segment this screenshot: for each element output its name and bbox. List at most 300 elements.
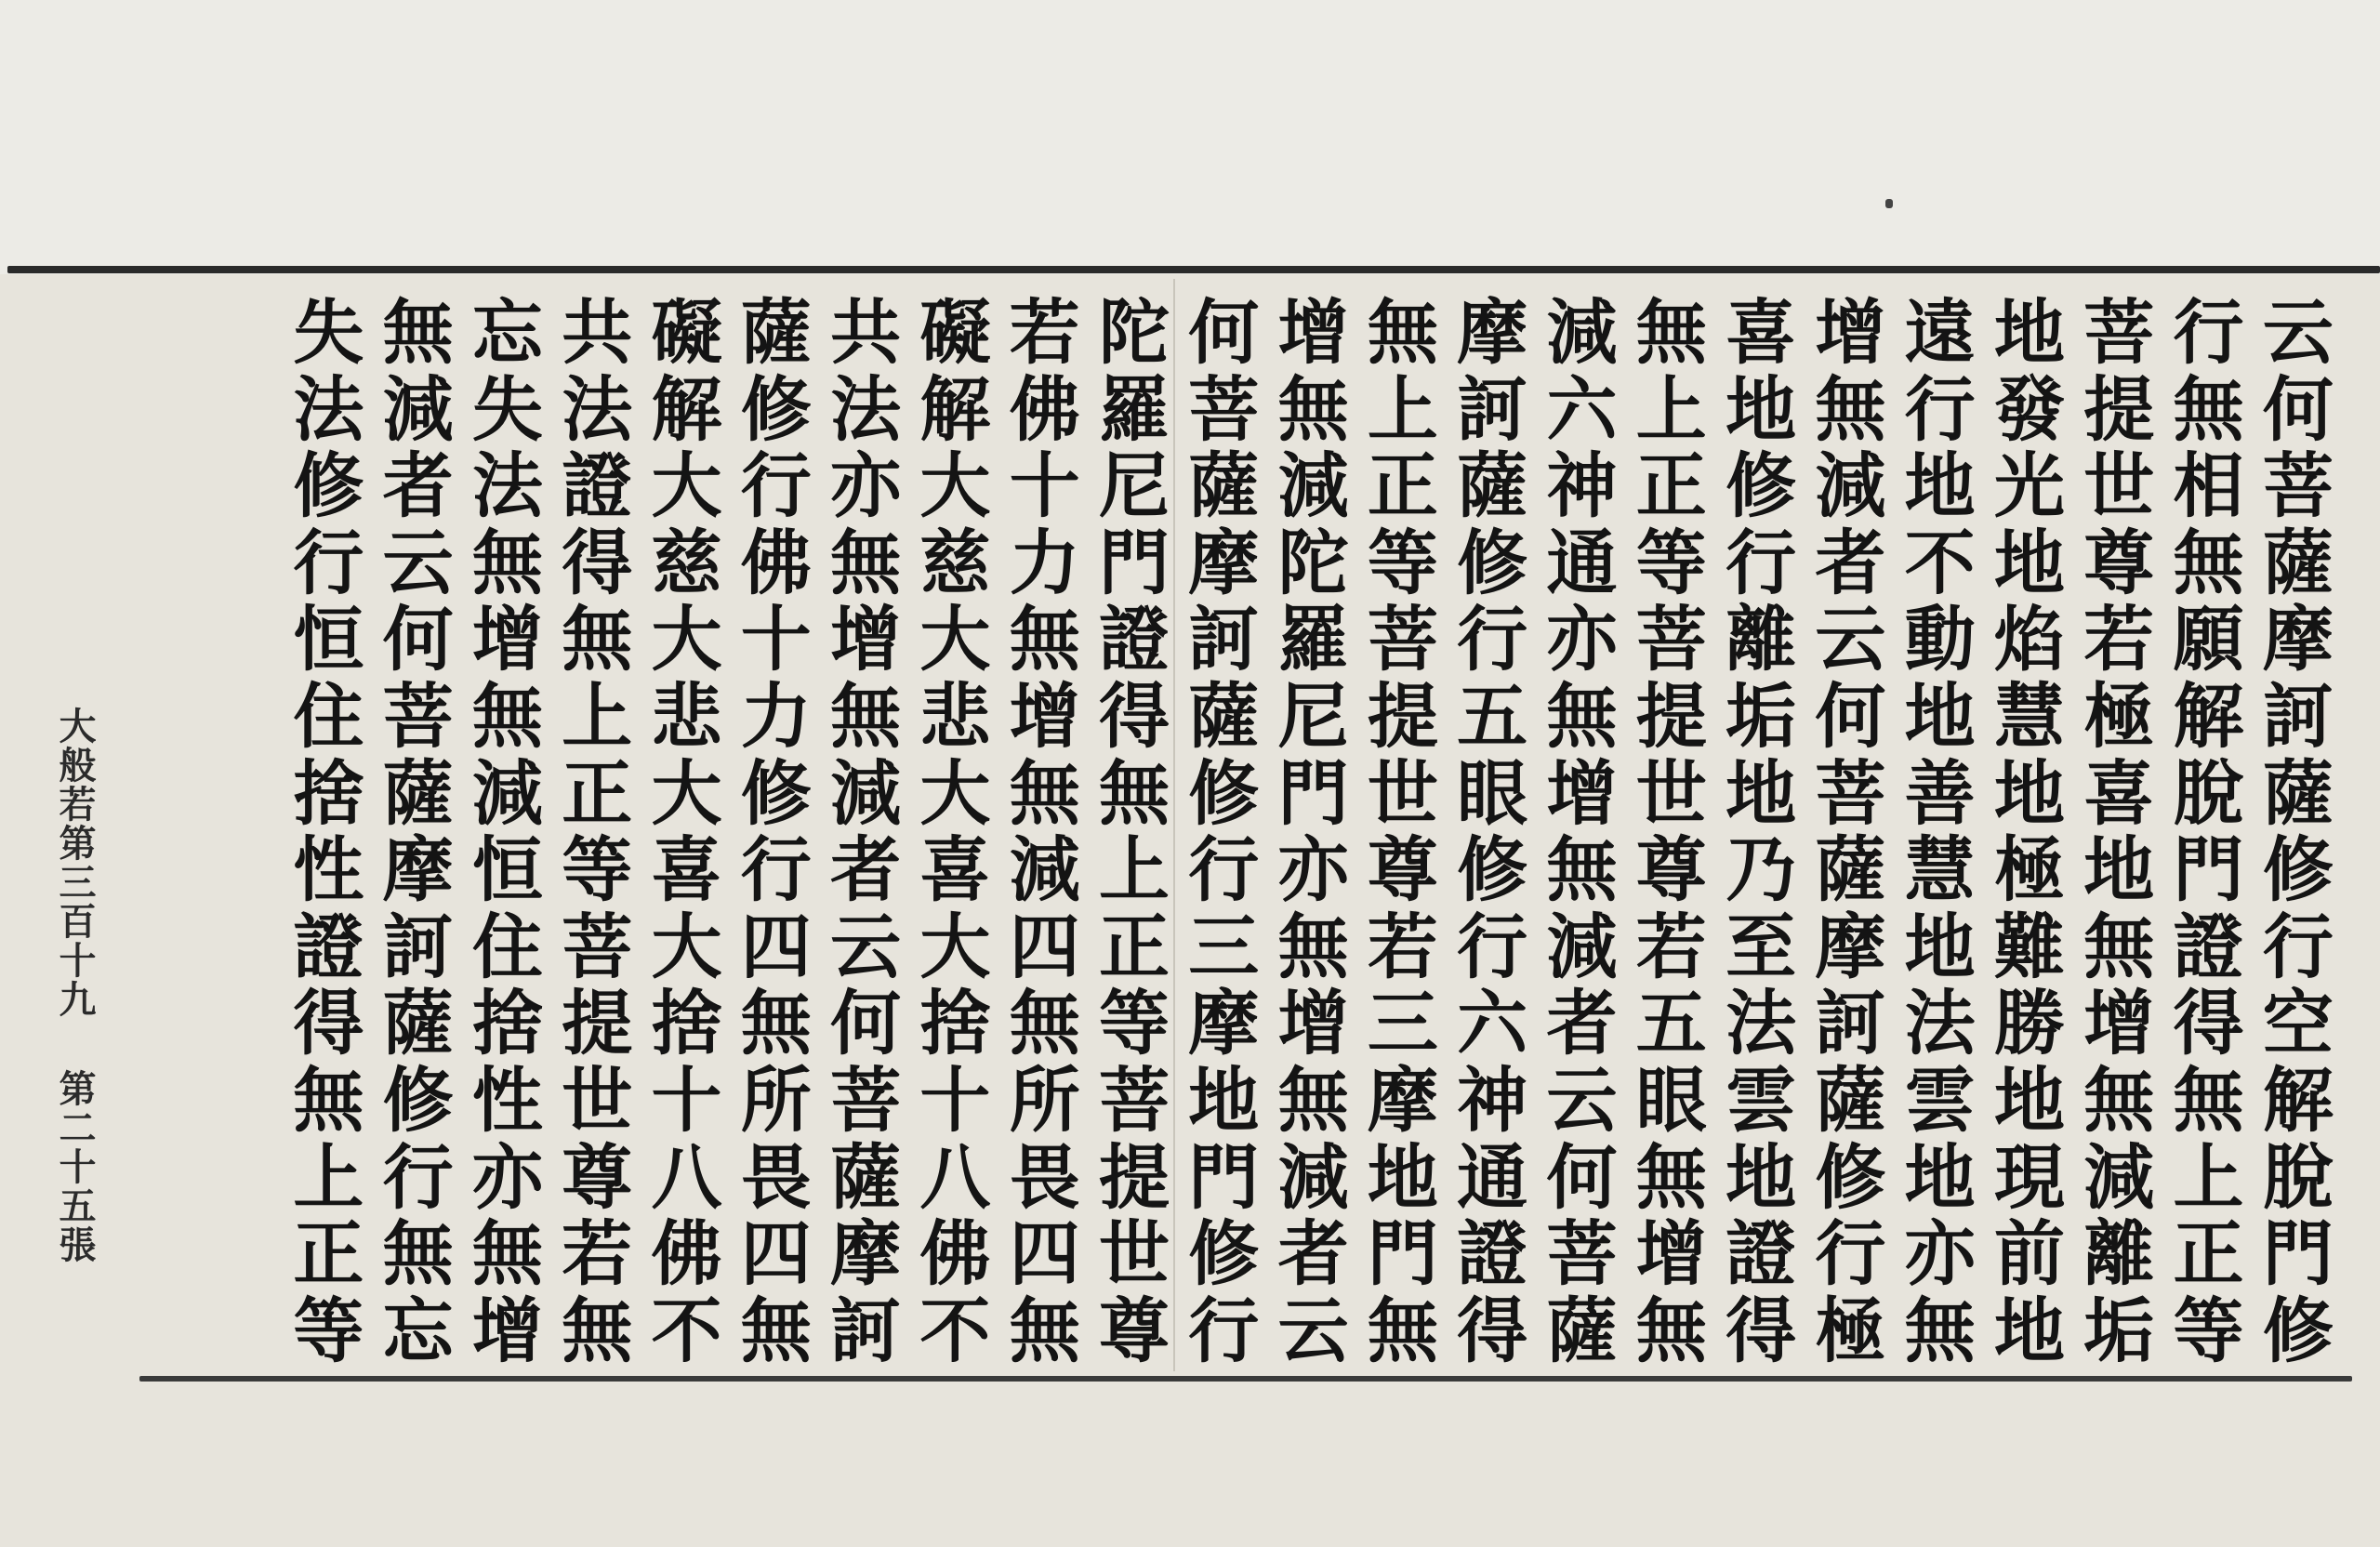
character: 行: [1815, 1212, 1886, 1296]
character: 增: [830, 598, 902, 681]
character: 證: [1098, 598, 1170, 681]
character: 法: [471, 444, 543, 528]
character: 空: [2262, 982, 2334, 1065]
character: 正: [293, 1212, 364, 1296]
text-column: [2074, 291, 2163, 1372]
character: 忘: [382, 1289, 454, 1372]
character: 慧: [1993, 675, 2065, 759]
character: 世: [1635, 751, 1707, 835]
character: 門: [1277, 751, 1349, 835]
character: 通: [1457, 1135, 1528, 1219]
character: 無: [2083, 905, 2155, 988]
character: 菩: [1098, 1059, 1170, 1143]
character: 減: [1815, 444, 1886, 528]
character: 垢: [1726, 675, 1797, 759]
character: 行: [1726, 521, 1797, 604]
character: 失: [293, 291, 364, 374]
character: 無: [740, 982, 812, 1065]
character: 共: [830, 291, 902, 374]
character: 行: [740, 828, 812, 912]
character: 等: [562, 828, 633, 912]
character: 垢: [2083, 1289, 2155, 1372]
character: 失: [471, 367, 543, 451]
character: 羅: [1098, 367, 1170, 451]
character: 地: [1188, 1059, 1260, 1143]
character: 解: [2173, 675, 2244, 759]
character: 上: [562, 675, 633, 759]
character: 訶: [1188, 598, 1260, 681]
character: 礙: [919, 291, 991, 374]
character: 亦: [830, 444, 902, 528]
character: 無: [830, 521, 902, 604]
character: 菩: [1546, 1212, 1618, 1296]
character: 上: [1367, 367, 1438, 451]
text-column: [1716, 291, 1805, 1372]
character: 行: [382, 1135, 454, 1219]
character: 大: [651, 598, 722, 681]
character: 正: [562, 751, 633, 835]
text-column: [2163, 291, 2253, 1372]
character: 大: [651, 444, 722, 528]
character: 無: [1277, 1059, 1349, 1143]
character: 脫: [2262, 1135, 2334, 1219]
character: 行: [2173, 291, 2244, 374]
character: 尼: [1277, 675, 1349, 759]
text-column: [1805, 291, 1895, 1372]
character: 捨: [919, 982, 991, 1065]
character: 八: [919, 1135, 991, 1219]
character: 正: [2173, 1212, 2244, 1296]
character: 共: [562, 291, 633, 374]
character: 等: [1098, 982, 1170, 1065]
character: 正: [1635, 444, 1707, 528]
character: 修: [293, 444, 364, 528]
character: 行: [1457, 598, 1528, 681]
character: 上: [293, 1135, 364, 1219]
character: 菩: [1367, 598, 1438, 681]
character: 修: [740, 367, 812, 451]
character: 得: [293, 982, 364, 1065]
character: 無: [293, 1059, 364, 1143]
character: 修: [1726, 444, 1797, 528]
character: 菩: [2262, 444, 2334, 528]
character: 得: [562, 521, 633, 604]
character: 佛: [740, 521, 812, 604]
character: 薩: [830, 1135, 902, 1219]
character: 亦: [1904, 1212, 1976, 1296]
character: 何: [830, 982, 902, 1065]
text-column: [1537, 291, 1626, 1372]
character: 四: [1009, 1212, 1080, 1296]
character: 力: [1009, 521, 1080, 604]
character: 者: [1815, 521, 1886, 604]
character: 提: [2083, 367, 2155, 451]
character: 得: [1457, 1289, 1528, 1372]
character: 住: [471, 905, 543, 988]
character: 上: [1635, 367, 1707, 451]
character: 證: [293, 905, 364, 988]
character: 雲: [1726, 1059, 1797, 1143]
character: 世: [1367, 751, 1438, 835]
character: 陀: [1277, 521, 1349, 604]
character: 云: [830, 905, 902, 988]
character: 無: [471, 1212, 543, 1296]
character: 喜: [2083, 751, 2155, 835]
character: 薩: [1457, 444, 1528, 528]
character: 地: [1367, 1135, 1438, 1219]
character: 何: [1188, 291, 1260, 374]
character: 地: [1726, 367, 1797, 451]
character: 無: [382, 291, 454, 374]
character: 慈: [651, 521, 722, 604]
character: 陀: [1098, 291, 1170, 374]
character: 性: [293, 828, 364, 912]
character: 喜: [919, 828, 991, 912]
character: 摩: [1188, 521, 1260, 604]
character: 不: [919, 1289, 991, 1372]
character: 亦: [471, 1135, 543, 1219]
character: 動: [1904, 598, 1976, 681]
character: 增: [1815, 291, 1886, 374]
character: 減: [830, 751, 902, 835]
text-column: [1090, 291, 1179, 1372]
character: 十: [1009, 444, 1080, 528]
character: 地: [1904, 444, 1976, 528]
character: 摩: [1457, 291, 1528, 374]
text-column: [732, 291, 821, 1372]
character: 不: [651, 1289, 722, 1372]
character: 門: [1188, 1135, 1260, 1219]
character: 悲: [919, 675, 991, 759]
character: 脫: [2173, 751, 2244, 835]
text-column: [910, 291, 999, 1372]
character: 提: [1635, 675, 1707, 759]
character: 法: [830, 367, 902, 451]
character: 訶: [382, 905, 454, 988]
character: 忘: [471, 291, 543, 374]
character: 薩: [1815, 1059, 1886, 1143]
character: 門: [1367, 1212, 1438, 1296]
character: 地: [1904, 675, 1976, 759]
character: 大: [919, 598, 991, 681]
character: 解: [651, 367, 722, 451]
character: 增: [1009, 675, 1080, 759]
character: 上: [1098, 828, 1170, 912]
character: 訶: [830, 1289, 902, 1372]
character: 六: [1457, 982, 1528, 1065]
character: 薩: [1546, 1289, 1618, 1372]
character: 若: [1635, 905, 1707, 988]
character: 無: [830, 675, 902, 759]
text-column: [284, 291, 373, 1372]
character: 無: [1904, 1289, 1976, 1372]
character: 若: [1367, 905, 1438, 988]
character: 地: [1726, 751, 1797, 835]
character: 極: [2083, 675, 2155, 759]
character: 慈: [919, 521, 991, 604]
character: 地: [1904, 905, 1976, 988]
character: 通: [1546, 521, 1618, 604]
character: 無: [2173, 521, 2244, 604]
character: 無: [2173, 1059, 2244, 1143]
character: 何: [1546, 1135, 1618, 1219]
character: 慧: [1904, 828, 1976, 912]
character: 增: [2083, 982, 2155, 1065]
character: 減: [1546, 905, 1618, 988]
ink-spot: [1885, 199, 1893, 208]
character: 尊: [1635, 828, 1707, 912]
character: 證: [562, 444, 633, 528]
character: 大: [651, 751, 722, 835]
margin-sheet-number: 第二十五張: [53, 1069, 97, 1264]
text-column: [373, 291, 462, 1372]
character: 前: [1993, 1212, 2065, 1296]
text-column: [1448, 291, 1537, 1372]
character: 修: [2262, 828, 2334, 912]
character: 佛: [651, 1212, 722, 1296]
character: 大: [651, 905, 722, 988]
character: 法: [562, 367, 633, 451]
character: 無: [471, 521, 543, 604]
character: 神: [1457, 1059, 1528, 1143]
character: 摩: [1367, 1059, 1438, 1143]
character: 提: [1098, 1135, 1170, 1219]
character: 行: [1904, 367, 1976, 451]
character: 等: [1367, 521, 1438, 604]
character: 修: [2262, 1289, 2334, 1372]
character: 尊: [562, 1135, 633, 1219]
character: 不: [1904, 521, 1976, 604]
character: 法: [1726, 982, 1797, 1065]
character: 恒: [293, 598, 364, 681]
character: 正: [1367, 444, 1438, 528]
character: 行: [1188, 1289, 1260, 1372]
character: 悲: [651, 675, 722, 759]
character: 性: [471, 1059, 543, 1143]
character: 六: [1546, 367, 1618, 451]
character: 無: [1367, 291, 1438, 374]
character: 等: [293, 1289, 364, 1372]
character: 尊: [1367, 828, 1438, 912]
character: 法: [1904, 982, 1976, 1065]
character: 大: [919, 751, 991, 835]
character: 者: [1277, 1212, 1349, 1296]
character: 無: [1815, 367, 1886, 451]
character: 云: [1546, 1059, 1618, 1143]
text-column: [1985, 291, 2074, 1372]
character: 善: [1904, 751, 1976, 835]
character: 神: [1546, 444, 1618, 528]
character: 無: [1009, 982, 1080, 1065]
character: 四: [740, 905, 812, 988]
character: 勝: [1993, 982, 2065, 1065]
character: 減: [471, 751, 543, 835]
character: 何: [1815, 675, 1886, 759]
character: 提: [562, 982, 633, 1065]
character: 菩: [562, 905, 633, 988]
character: 尊: [1098, 1289, 1170, 1372]
character: 證: [2173, 905, 2244, 988]
text-column: [1627, 291, 1716, 1372]
character: 解: [2262, 1059, 2334, 1143]
character: 無: [1277, 905, 1349, 988]
character: 地: [2083, 828, 2155, 912]
text-column: [821, 291, 910, 1372]
character: 願: [2173, 598, 2244, 681]
character: 礙: [651, 291, 722, 374]
character: 離: [1726, 598, 1797, 681]
character: 五: [1635, 982, 1707, 1065]
character: 減: [1277, 444, 1349, 528]
character: 尊: [2083, 521, 2155, 604]
character: 證: [1457, 1212, 1528, 1296]
character: 雲: [1904, 1059, 1976, 1143]
character: 十: [740, 598, 812, 681]
text-column: [641, 291, 731, 1372]
character: 菩: [1635, 598, 1707, 681]
text-column: [2254, 291, 2343, 1372]
character: 菩: [2083, 291, 2155, 374]
top-margin: [0, 0, 2380, 274]
character: 力: [740, 675, 812, 759]
character: 十: [919, 1059, 991, 1143]
character: 相: [2173, 444, 2244, 528]
character: 何: [2262, 367, 2334, 451]
character: 摩: [2262, 598, 2334, 681]
character: 現: [1993, 1135, 2065, 1219]
character: 無: [1009, 598, 1080, 681]
character: 無: [1009, 751, 1080, 835]
margin-title: 大般若第三百十九: [53, 707, 97, 1019]
character: 所: [740, 1059, 812, 1143]
character: 行: [740, 444, 812, 528]
character: 薩: [740, 291, 812, 374]
character: 畏: [740, 1135, 812, 1219]
character: 上: [2173, 1135, 2244, 1219]
character: 行: [1457, 905, 1528, 988]
character: 訶: [1457, 367, 1528, 451]
character: 減: [1277, 1135, 1349, 1219]
character: 門: [1098, 521, 1170, 604]
character: 無: [740, 1289, 812, 1372]
character: 云: [2262, 291, 2334, 374]
character: 無: [1546, 675, 1618, 759]
character: 喜: [651, 828, 722, 912]
character: 地: [1993, 1059, 2065, 1143]
character: 菩: [830, 1059, 902, 1143]
character: 至: [1726, 905, 1797, 988]
character: 大: [919, 444, 991, 528]
character: 修: [1457, 521, 1528, 604]
character: 捨: [471, 982, 543, 1065]
character: 四: [1009, 905, 1080, 988]
character: 佛: [1009, 367, 1080, 451]
character: 離: [2083, 1212, 2155, 1296]
text-column: [1268, 291, 1357, 1372]
character: 地: [1726, 1135, 1797, 1219]
character: 喜: [1726, 291, 1797, 374]
character: 世: [2083, 444, 2155, 528]
character: 菩: [1188, 367, 1260, 451]
character: 何: [382, 598, 454, 681]
text-column: [552, 291, 641, 1372]
character: 行: [293, 521, 364, 604]
character: 無: [1367, 1289, 1438, 1372]
character: 地: [1993, 291, 2065, 374]
character: 增: [1277, 982, 1349, 1065]
character: 乃: [1726, 828, 1797, 912]
character: 增: [1635, 1212, 1707, 1296]
character: 薩: [2262, 751, 2334, 835]
text-column: [1000, 291, 1090, 1372]
character: 提: [1367, 675, 1438, 759]
character: 等: [1635, 521, 1707, 604]
character: 無: [2083, 1059, 2155, 1143]
character: 摩: [830, 1212, 902, 1296]
character: 四: [740, 1212, 812, 1296]
character: 無: [1635, 291, 1707, 374]
character: 薩: [1188, 675, 1260, 759]
character: 減: [382, 367, 454, 451]
character: 修: [1815, 1135, 1886, 1219]
character: 訶: [2262, 675, 2334, 759]
character: 增: [471, 598, 543, 681]
character: 世: [562, 1059, 633, 1143]
character: 世: [1098, 1212, 1170, 1296]
character: 薩: [382, 982, 454, 1065]
character: 得: [1726, 1289, 1797, 1372]
text-column: [1179, 291, 1268, 1372]
character: 地: [1993, 521, 2065, 604]
character: 眼: [1457, 751, 1528, 835]
character: 地: [1904, 1135, 1976, 1219]
character: 畏: [1009, 1135, 1080, 1219]
character: 無: [1009, 1289, 1080, 1372]
text-columns: [284, 291, 2343, 1372]
character: 行: [2262, 905, 2334, 988]
bottom-border-line: [139, 1376, 2352, 1382]
character: 者: [1546, 982, 1618, 1065]
character: 減: [1546, 291, 1618, 374]
character: 無: [1277, 367, 1349, 451]
character: 光: [1993, 444, 2065, 528]
character: 若: [1009, 291, 1080, 374]
character: 大: [919, 905, 991, 988]
top-border-line: [7, 266, 2380, 273]
character: 羅: [1277, 598, 1349, 681]
character: 修: [1188, 1212, 1260, 1296]
character: 若: [562, 1212, 633, 1296]
text-column: [1358, 291, 1448, 1372]
text-column: [463, 291, 552, 1372]
character: 尼: [1098, 444, 1170, 528]
character: 無: [1546, 828, 1618, 912]
character: 無: [1098, 751, 1170, 835]
character: 八: [651, 1135, 722, 1219]
character: 門: [2173, 828, 2244, 912]
character: 修: [1457, 828, 1528, 912]
character: 門: [2262, 1212, 2334, 1296]
character: 云: [1815, 598, 1886, 681]
character: 若: [2083, 598, 2155, 681]
character: 者: [382, 444, 454, 528]
character: 三: [1188, 905, 1260, 988]
character: 修: [740, 751, 812, 835]
character: 發: [1993, 367, 2065, 451]
character: 眼: [1635, 1059, 1707, 1143]
character: 無: [471, 675, 543, 759]
character: 無: [2173, 367, 2244, 451]
